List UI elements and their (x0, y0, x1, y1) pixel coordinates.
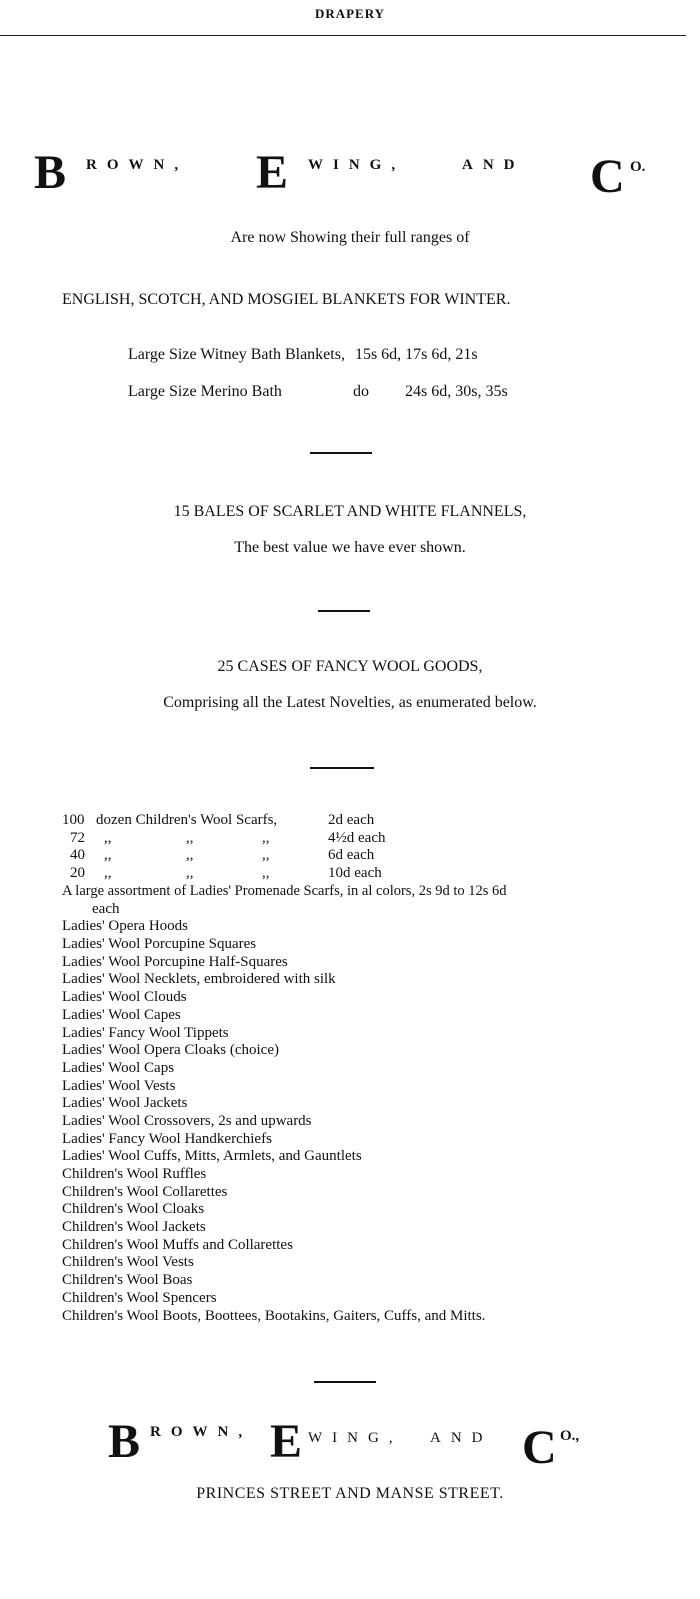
scarf-desc: dozen Children's Wool Scarfs, (96, 812, 278, 828)
ditto-mark: ,, (186, 847, 194, 864)
blanket-name: Large Size Merino Bath (128, 383, 282, 400)
ditto-mark: ,, (104, 865, 112, 882)
section-divider (314, 1381, 376, 1383)
banner-c-initial: C (522, 1421, 557, 1474)
list-item: Children's Wool Muffs and Collarettes (62, 1236, 293, 1253)
list-item: Children's Wool Boots, Boottees, Bootakins, Gaiters, Cuffs, and Mitts. (62, 1307, 486, 1324)
header-rule (0, 35, 686, 36)
scarf-price: 4½d each (328, 829, 386, 846)
blanket-line-1 (128, 346, 478, 364)
list-item: Children's Wool Vests (62, 1254, 194, 1271)
banner-b-initial: B (108, 1415, 141, 1468)
wool-goods-subline: Comprising all the Latest Novelties, as enumerated below. (163, 694, 537, 711)
banner-b-initial: B (34, 146, 67, 199)
list-item: Ladies' Wool Capes (62, 1006, 181, 1023)
scarf-row (62, 847, 700, 865)
list-item: Children's Wool Collarettes (62, 1183, 228, 1200)
address-line: PRINCES STREET AND MANSE STREET. (196, 1485, 504, 1502)
section-divider (310, 767, 374, 769)
blanket-prices: 24s 6d, 30s, 35s (405, 383, 508, 400)
section-divider (318, 610, 370, 612)
list-item: Ladies' Wool Jackets (62, 1095, 188, 1112)
blanket-line-2 (128, 383, 508, 401)
scarf-price: 10d each (328, 865, 382, 882)
banner-and: AND (430, 1430, 493, 1446)
list-item: Ladies' Wool Vests (62, 1077, 176, 1094)
list-item: Ladies' Wool Porcupine Squares (62, 936, 257, 953)
ditto-mark: ,, (262, 847, 270, 864)
wool-goods-heading: 25 CASES OF FANCY WOOL GOODS, (217, 658, 483, 675)
list-item: Children's Wool Jackets (62, 1219, 206, 1236)
banner-and: AND (462, 157, 525, 173)
scarf-row (62, 830, 700, 848)
list-item: Ladies' Wool Clouds (62, 989, 187, 1006)
scarf-qty: 72 (70, 829, 85, 846)
ditto-mark: ,, (104, 847, 112, 864)
list-item: Ladies' Wool Crossovers, 2s and upwards (62, 1112, 312, 1129)
blanket-name: Large Size Witney Bath Blankets, (128, 346, 345, 363)
list-item: Ladies' Wool Caps (62, 1059, 175, 1076)
banner-c-rest: O. (630, 159, 646, 175)
banner-e-rest: WING, (308, 157, 406, 173)
banner-e-rest: WING, (308, 1430, 403, 1446)
ditto-mark: ,, (186, 865, 194, 882)
flannels-subline: The best value we have ever shown. (234, 539, 466, 556)
scarf-row (62, 812, 700, 830)
banner-e-initial: E (270, 1415, 303, 1468)
list-item: Ladies' Fancy Wool Handkerchiefs (62, 1130, 272, 1147)
list-item: Ladies' Wool Porcupine Half-Squares (62, 953, 288, 970)
intro-line: Are now Showing their full ranges of (230, 229, 470, 246)
scarf-qty: 20 (70, 865, 85, 882)
section-divider (310, 452, 372, 454)
banner-c-initial: C (590, 150, 625, 203)
list-item: Children's Wool Cloaks (62, 1201, 205, 1218)
list-item: A large assortment of Ladies' Promenade Scarfs, in al colors, 2s 9d to 12s 6d (62, 883, 507, 899)
scarf-qty: 100 (62, 812, 85, 828)
blanket-prices: 15s 6d, 17s 6d, 21s (354, 346, 478, 363)
banner-e-initial: E (256, 146, 289, 199)
wool-goods-list (62, 883, 698, 1325)
scarf-price: 6d each (328, 847, 375, 864)
list-item: Ladies' Opera Hoods (62, 918, 188, 935)
banner-b-rest: ROWN, (86, 157, 189, 173)
scarf-price-table (62, 812, 700, 883)
list-item: Ladies' Fancy Wool Tippets (62, 1024, 229, 1041)
banner-b-rest: ROWN, (150, 1424, 253, 1440)
scarf-price: 2d each (328, 812, 375, 828)
blankets-heading: ENGLISH, SCOTCH, AND MOSGIEL BLANKETS FOR WINTER. (62, 291, 511, 308)
list-item: Ladies' Wool Necklets, embroidered with silk (62, 971, 336, 988)
list-item: Ladies' Wool Cuffs, Mitts, Armlets, and Gauntlets (62, 1148, 362, 1165)
banner-c-rest: O., (560, 1428, 580, 1444)
list-item: Children's Wool Ruffles (62, 1166, 207, 1182)
ditto-mark: ,, (262, 865, 270, 882)
list-item: each (62, 900, 120, 917)
blanket-ditto: do (353, 383, 369, 400)
list-item: Children's Wool Spencers (62, 1289, 217, 1306)
ditto-mark: ,, (262, 829, 270, 846)
list-item: Ladies' Wool Opera Cloaks (choice) (62, 1042, 279, 1059)
ditto-mark: ,, (186, 829, 194, 846)
list-item: Children's Wool Boas (62, 1272, 193, 1289)
company-banner-top (0, 145, 700, 205)
scarf-qty: 40 (70, 847, 85, 864)
company-banner-bottom (0, 1414, 700, 1474)
ditto-mark: ,, (104, 829, 112, 846)
scarf-row (62, 865, 700, 883)
page-header: DRAPERY (314, 6, 386, 21)
flannels-heading: 15 BALES OF SCARLET AND WHITE FLANNELS, (173, 503, 527, 520)
